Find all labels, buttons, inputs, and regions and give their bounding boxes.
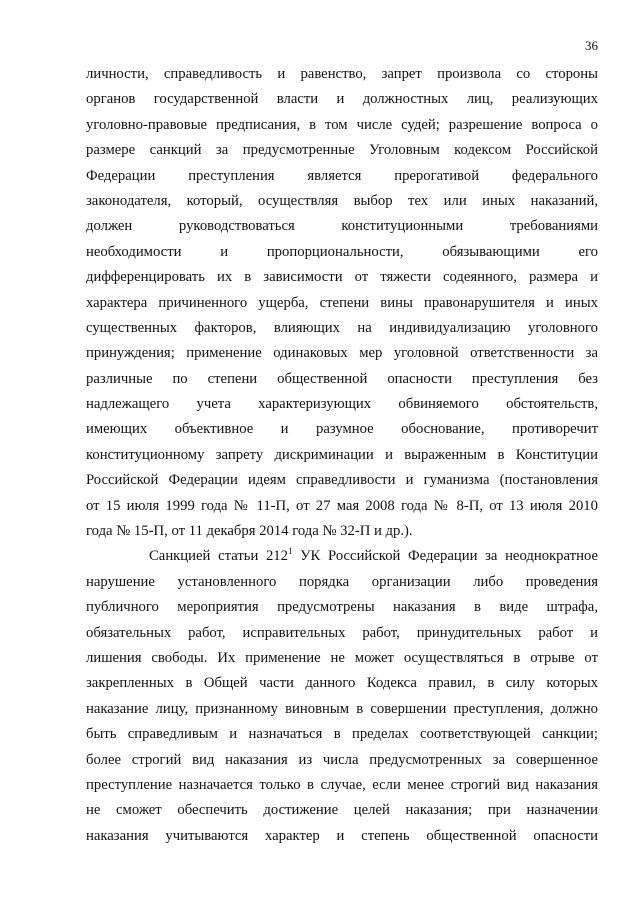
text-line: органов государственной власти и должностных лиц, реализующих xyxy=(86,91,598,108)
text-line: конституционному запрету дискриминации и выраженным в Конституции xyxy=(86,446,598,463)
text-fragment: Санкцией статьи 212 xyxy=(149,548,288,565)
text-line: нарушение установленного порядка организации либо проведения xyxy=(86,573,598,590)
text-line-first xyxy=(86,544,598,569)
text-line: имеющих объективное и разумное обоснование, противоречит xyxy=(86,421,598,438)
text-line: наказания учитываются характер и степень общественной опасности xyxy=(86,827,598,844)
text-line: необходимости и пропорциональности, обязывающими его xyxy=(86,243,598,260)
text-line: различные по степени общественной опасности преступления без xyxy=(86,370,598,387)
text-line: быть справедливым и назначаться в пределах соответствующей санкции; xyxy=(86,726,598,743)
text-line: публичного мероприятия предусмотрены наказания в виде штрафа, xyxy=(86,599,598,616)
text-line: обязательных работ, исправительных работ, принудительных работ и xyxy=(86,624,598,641)
text-line: закрепленных в Общей части данного Кодекса правил, в силу которых xyxy=(86,675,598,692)
text-line: должен руководствоваться конституционными требованиями xyxy=(86,218,598,235)
text-line: Российской Федерации идеям справедливости и гуманизма (постановления xyxy=(86,472,598,489)
body-text xyxy=(86,62,598,849)
text-line: существенных факторов, влияющих на индивидуализацию уголовного xyxy=(86,319,598,336)
text-line: размере санкций за предусмотренные Уголовным кодексом Российской xyxy=(86,142,598,159)
text-line: Федерации преступления является прерогативой федерального xyxy=(86,167,598,184)
text-line: не сможет обеспечить достижение целей наказания; при назначении xyxy=(86,802,598,819)
page-number: 36 xyxy=(585,38,598,53)
text-line: уголовно-правовые предписания, в том числе судей; разрешение вопроса о xyxy=(86,116,598,133)
text-line: принуждения; применение одинаковых мер уголовной ответственности за xyxy=(86,345,598,362)
text-line: законодателя, который, осуществляя выбор тех или иных наказаний, xyxy=(86,192,598,209)
text-line: преступление назначается только в случае, если менее строгий вид наказания xyxy=(86,776,598,793)
text-line: личности, справедливость и равенство, запрет произвола со стороны xyxy=(86,66,598,82)
text-line: года № 15-П, от 11 декабря 2014 года № 32-П и др.). xyxy=(86,523,413,540)
text-line: более строгий вид наказания из числа предусмотренных за совершенное xyxy=(86,751,598,768)
text-line: дифференцировать их в зависимости от тяжести содеянного, размера и xyxy=(86,269,598,286)
paragraph-2 xyxy=(86,544,598,849)
text-fragment: УК Российской Федерации за неоднократное xyxy=(292,548,598,565)
text-line: от 15 июля 1999 года № 11-П, от 27 мая 2008 года № 8-П, от 13 июля 2010 xyxy=(86,497,598,514)
text-line: надлежащего учета характеризующих обвиняемого обстоятельств, xyxy=(86,396,598,413)
text-line: лишения свободы. Их применение не может осуществляться в отрыве от xyxy=(86,649,598,666)
superscript: 1 xyxy=(288,546,293,557)
text-line: характера причиненного ущерба, степени вины правонарушителя и иных xyxy=(86,294,598,311)
text-line: наказание лицу, признанному виновным в совершении преступления, должно xyxy=(86,700,598,717)
paragraph-1 xyxy=(86,62,598,544)
